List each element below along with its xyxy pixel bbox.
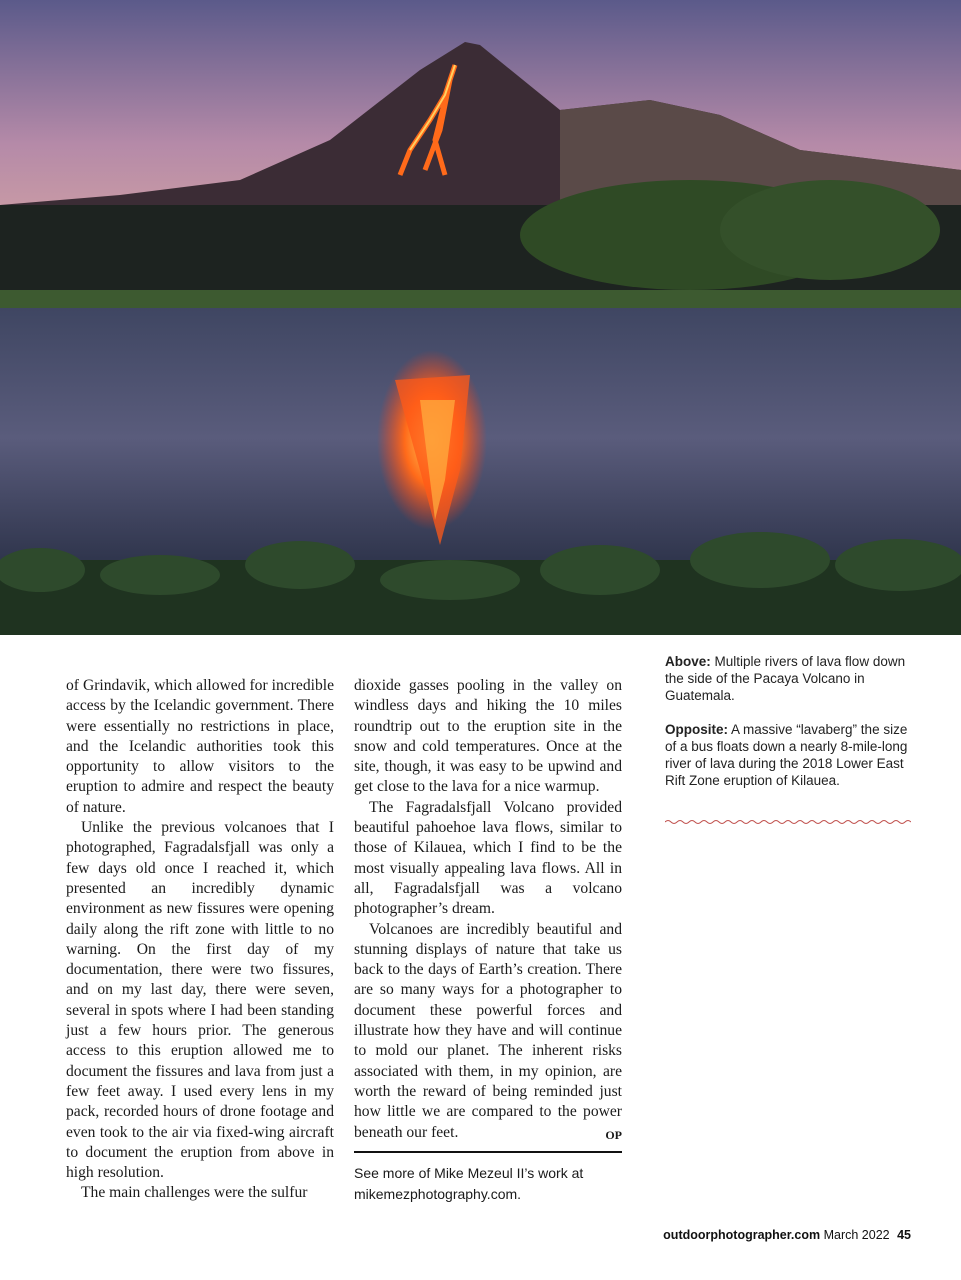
caption-above: [665, 653, 920, 704]
caption-text: A massive “lavaberg” the size of a bus floats down a nearly 8-mile-long river of lava during the 2018 Lower East Rift Zone eruption of Kilauea.: [665, 722, 908, 788]
credit-link[interactable]: mikemezphotography.com.: [354, 1186, 522, 1202]
volcano-photo: [0, 0, 961, 635]
caption-opposite: [665, 721, 920, 789]
page-number: 45: [897, 1228, 911, 1242]
page-footer: [663, 1228, 911, 1242]
paragraph: of Grindavik, which allowed for incredible access by the Icelandic government. There were essentially no restrictions in place, and the Icelandic authorities took this opportunity to allow visitors to the eruption to admire and respect the beauty of nature.: [66, 677, 334, 816]
paragraph: The main challenges were the sulfur: [81, 1184, 308, 1202]
article-column-2: [354, 676, 622, 1145]
paragraph: The Fagradalsfjall Volcano provided beautiful pahoehoe lava flows, similar to those of Kilauea, which I find to be the most visually appealing lava flows. All in all, Fagradalsfjall was a volcano photographer’s dream.: [354, 798, 622, 918]
photographer-credit: [354, 1163, 634, 1205]
paragraph: dioxide gasses pooling in the valley on windless days and hiking the 10 miles roundtrip out to the eruption site in the snow and cold temperatures. Once at the site, though, it was easy to be upwind and get close to the lava for a nice warmup.: [354, 677, 622, 796]
end-mark: OP: [605, 1127, 622, 1142]
paragraph-text: Volcanoes are incredibly beautiful and stunning displays of nature that take us back to the days of Earth’s creation. There are so many ways for a photographer to document these powerful forces and illustrate how they have and will continue to mold our planet. The inherent risks associated with them, in my opinion, are worth the reward of being reminded just how little we are compared to the power beneath our feet.: [354, 920, 622, 1141]
caption-text: Multiple rivers of lava flow down the side of the Pacaya Volcano in Guatemala.: [665, 654, 906, 703]
photo-captions: [665, 653, 920, 806]
divider: [354, 1151, 622, 1153]
paragraph: Unlike the previous volcanoes that I photographed, Fagradalsfjall was only a few days old once I reached it, which presented an incredibly dynamic environment as new fissures were opening daily along the rift zone with little to no warning. On the first day of my documentation, there were two fissures, and on my last day, there were seven, several in spots where I had been standing just a few hours prior. The generous access to this eruption allowed me to document the fissures and lava from just a few feet away. I used every lens in my pack, recorded hours of drone footage and even took to the air via fixed-wing aircraft to document the eruption from above in high resolution.: [66, 819, 334, 1182]
credit-line: See more of Mike Mezeul II’s work at: [354, 1165, 584, 1181]
footer-date: March 2022: [823, 1228, 890, 1242]
caption-label: Above:: [665, 654, 711, 669]
article-column-1: [66, 676, 334, 1204]
paragraph: [354, 920, 622, 1143]
caption-label: Opposite:: [665, 722, 728, 737]
footer-site: outdoorphotographer.com: [663, 1228, 821, 1242]
wavy-divider: [665, 818, 911, 826]
